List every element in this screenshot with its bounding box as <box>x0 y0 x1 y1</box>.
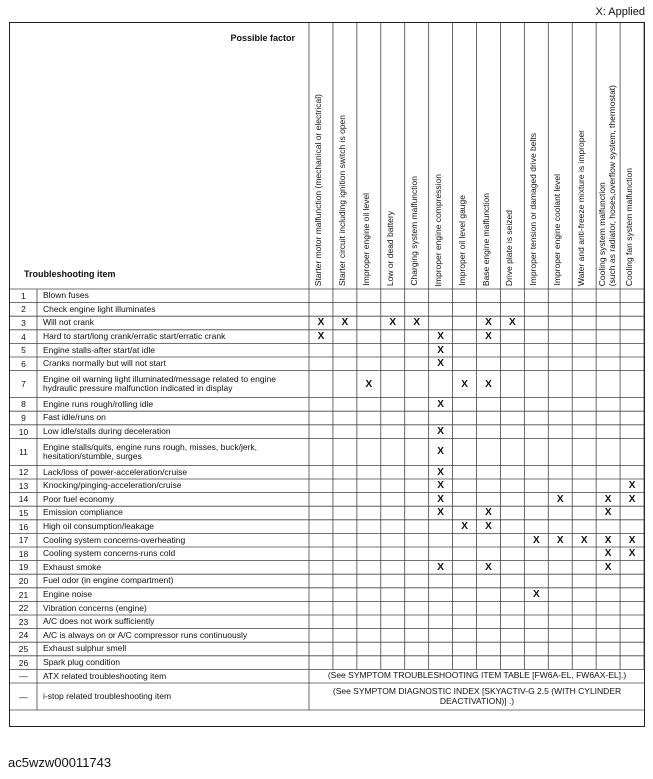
table-row <box>10 656 644 670</box>
troubleshooting-item-text <box>43 574 305 588</box>
troubleshooting-item-text <box>43 601 305 615</box>
applied-mark: X <box>317 317 325 329</box>
item-label: Engine stalls/quits, engine runs rough, misses, buck/jerk, hesitation/stumble, surges <box>43 441 258 461</box>
table-row <box>10 303 644 317</box>
row-number-text: 15 <box>18 507 29 518</box>
factor-label-text: Improper tension or damaged drive belts <box>528 133 539 286</box>
item-label: Cooling system concerns-runs cold <box>43 548 176 559</box>
row-number <box>10 561 37 575</box>
applied-mark: X <box>365 378 373 390</box>
item-label: A/C is always on or A/C compressor runs continuously <box>43 629 248 640</box>
table-row <box>10 398 644 412</box>
item-label: Hard to start/long crank/erratic start/erratic crank <box>43 330 226 341</box>
item-label: Cranks normally but will not start <box>43 358 166 369</box>
row-number-text: 26 <box>18 657 29 668</box>
row-number-text: 6 <box>21 358 26 369</box>
row-number <box>10 547 37 561</box>
table-row <box>10 629 644 643</box>
applied-mark: X <box>485 331 492 343</box>
troubleshooting-item-text <box>43 289 305 303</box>
applied-mark: X <box>485 317 492 329</box>
row-number <box>10 316 37 330</box>
item-label: Exhaust sulphur smell <box>43 643 127 654</box>
row-number-text: 24 <box>18 630 29 641</box>
applied-mark: X <box>556 534 564 546</box>
row-number-text: 22 <box>18 603 29 614</box>
applied-mark: X <box>437 493 444 505</box>
troubleshooting-item-text <box>43 330 305 344</box>
applied-mark: X <box>556 493 564 505</box>
troubleshooting-table <box>9 22 645 727</box>
row-number <box>10 574 37 588</box>
row-number <box>10 330 37 344</box>
table-row <box>10 316 644 330</box>
applied-mark: X <box>437 331 444 343</box>
table-row <box>10 411 644 425</box>
row-number-text: 7 <box>21 379 26 390</box>
table-row <box>10 479 644 493</box>
reference-note-text: (See SYMPTOM DIAGNOSTIC INDEX [SKYACTIV-G 2.5 (WITH CYLINDER DEACTIVATION)] .) <box>332 685 622 706</box>
troubleshooting-item-text <box>43 506 305 520</box>
troubleshooting-item-text <box>43 533 305 547</box>
table-row <box>10 642 644 656</box>
troubleshooting-item-text <box>43 357 305 371</box>
applied-mark: X <box>437 398 444 410</box>
reference-note <box>310 669 644 683</box>
row-number <box>10 520 37 534</box>
item-label: Will not crank <box>43 317 95 328</box>
table-row <box>10 343 644 357</box>
row-number <box>10 533 37 547</box>
row-number-text: 18 <box>18 548 29 559</box>
row-number-text: 2 <box>21 304 26 315</box>
factor-column-label <box>334 29 356 286</box>
factor-column-label <box>525 29 547 286</box>
applied-mark: X <box>389 317 397 329</box>
item-label: Blown fuses <box>43 290 89 301</box>
troubleshooting-item-text <box>43 629 305 643</box>
applied-mark: X <box>485 507 492 519</box>
row-number <box>10 343 37 357</box>
applied-mark: X <box>604 493 612 505</box>
item-label: Cooling system concerns-overheating <box>43 534 186 545</box>
item-label: Engine runs rough/rolling idle <box>43 398 154 409</box>
row-number-text: 13 <box>18 480 29 491</box>
troubleshooting-item-text <box>43 465 305 479</box>
troubleshooting-item-text <box>43 656 305 670</box>
table-row <box>10 574 644 588</box>
applied-mark: X <box>437 426 444 438</box>
table-row <box>10 533 644 547</box>
item-label: Engine noise <box>43 588 93 599</box>
factor-column-label <box>430 29 452 286</box>
factor-column-label <box>382 29 404 286</box>
row-number <box>10 506 37 520</box>
item-label: Fuel odor (in engine compartment) <box>43 575 174 586</box>
item-label: Exhaust smoke <box>43 561 102 572</box>
possible-factor-header: Possible factor <box>230 33 295 43</box>
applied-mark: X <box>509 317 516 329</box>
item-label: Engine stalls-after start/at idle <box>43 344 155 355</box>
row-number <box>10 656 37 670</box>
applied-mark: X <box>437 344 444 356</box>
row-number <box>10 642 37 656</box>
row-number <box>10 411 37 425</box>
applied-mark: X <box>628 480 636 492</box>
applied-mark: X <box>437 480 444 492</box>
factor-label-text: Cooling system malfunction (such as radiator, hoses,overflow system, thermostat) <box>597 84 617 286</box>
table-row <box>10 601 644 615</box>
row-number <box>10 479 37 493</box>
table-row <box>10 561 644 575</box>
row-number <box>10 438 37 465</box>
row-number-text: 5 <box>21 345 26 356</box>
item-label: Emission compliance <box>43 507 123 518</box>
troubleshooting-item-text <box>43 425 305 439</box>
row-number <box>10 601 37 615</box>
item-label: Lack/loss of power-acceleration/cruise <box>43 466 188 477</box>
applied-mark: X <box>532 534 540 546</box>
applied-mark: X <box>437 561 444 573</box>
applied-mark: X <box>461 521 468 533</box>
factor-label-text: Low or dead battery <box>384 210 395 286</box>
item-label: Fast idle/runs on <box>43 412 106 423</box>
row-number <box>10 493 37 507</box>
troubleshooting-item-text <box>43 371 305 398</box>
applied-mark: X <box>437 466 444 478</box>
item-label: Engine oil warning light illuminated/message related to engine hydraulic pressure malfunction indicated in display <box>43 373 276 394</box>
applied-mark: X <box>461 378 468 390</box>
row-number-text: 1 <box>21 290 26 301</box>
troubleshooting-item-text <box>43 520 305 534</box>
factor-column-label <box>597 29 619 286</box>
troubleshooting-item-text <box>43 303 305 317</box>
factor-column-label <box>454 29 476 286</box>
factor-label-text: Charging system malfunction <box>408 176 419 286</box>
table-row <box>10 588 644 602</box>
troubleshooting-item-text <box>43 615 305 629</box>
table-row <box>10 683 644 710</box>
row-number-text: 12 <box>18 467 29 478</box>
factor-column-label <box>358 29 380 286</box>
row-number-text: 23 <box>18 616 29 627</box>
applied-mark: X <box>437 507 444 519</box>
applied-mark: X <box>437 358 444 370</box>
row-number <box>10 357 37 371</box>
row-number-text: 16 <box>18 521 29 532</box>
factor-label-text: Water and anti-freeze mixture is improper <box>576 129 587 286</box>
table-row <box>10 520 644 534</box>
applied-mark: X <box>532 589 540 601</box>
applied-mark: X <box>628 548 636 560</box>
row-number-text: 11 <box>19 446 28 457</box>
item-label: Low idle/stalls during deceleration <box>43 425 171 436</box>
factor-column-label <box>621 29 643 286</box>
reference-note-text: (See SYMPTOM TROUBLESHOOTING ITEM TABLE [FW6A-EL, FW6AX-EL].) <box>327 670 627 681</box>
row-number-text: 8 <box>21 399 26 410</box>
table-row <box>10 506 644 520</box>
row-number-text: — <box>19 671 28 682</box>
troubleshooting-item-text <box>43 642 305 656</box>
troubleshooting-item-text <box>43 343 305 357</box>
table-row <box>10 493 644 507</box>
item-label: Check engine light illuminates <box>43 303 156 314</box>
factor-label-text: Starter circuit including ignition switch is open <box>336 114 347 286</box>
table-row <box>10 371 644 398</box>
troubleshooting-item-text <box>43 493 305 507</box>
factor-label-text: Starter motor malfunction (mechanical or electrical) <box>313 93 323 286</box>
row-number-text: 3 <box>21 317 26 328</box>
row-number <box>10 289 37 303</box>
applied-mark: X <box>580 534 588 546</box>
factor-label-text: Improper engine oil level <box>360 193 371 286</box>
item-label: Poor fuel economy <box>43 493 114 504</box>
factor-label-text: Improper engine coolant level <box>552 174 563 286</box>
row-number <box>10 371 37 398</box>
figure-id-caption: ac5wzw00011743 <box>8 755 112 770</box>
factor-column-label <box>406 29 428 286</box>
row-number <box>10 303 37 317</box>
legend-applied: X: Applied <box>595 6 645 18</box>
troubleshooting-item-text <box>43 316 305 330</box>
troubleshooting-item-text <box>43 398 305 412</box>
applied-mark: X <box>317 331 325 343</box>
table-row <box>10 669 644 683</box>
table-row <box>10 615 644 629</box>
row-number <box>10 683 37 710</box>
factor-label-text: Cooling fan system malfunction <box>624 167 635 286</box>
applied-mark: X <box>628 534 636 546</box>
row-number-text: 14 <box>18 494 29 505</box>
troubleshooting-item-text <box>43 438 305 465</box>
table-row <box>10 289 644 303</box>
applied-mark: X <box>485 561 492 573</box>
row-number <box>10 425 37 439</box>
factor-label-text: Base engine malfunction <box>480 192 491 286</box>
applied-mark: X <box>437 446 444 458</box>
factor-column-label <box>310 29 332 286</box>
troubleshooting-item-text <box>43 683 305 710</box>
item-label: ATX related troubleshooting item <box>43 670 167 681</box>
row-number <box>10 615 37 629</box>
row-number <box>10 669 37 683</box>
applied-mark: X <box>485 521 492 533</box>
row-number-text: 4 <box>21 331 26 342</box>
item-label: A/C does not work sufficiently <box>43 616 155 627</box>
item-label: Knocking/pinging-acceleration/cruise <box>43 480 182 491</box>
troubleshooting-item-text <box>43 411 305 425</box>
row-number-text: 10 <box>18 426 29 437</box>
item-label: Spark plug condition <box>43 656 121 667</box>
factor-column-label <box>549 29 571 286</box>
troubleshooting-item-text <box>43 479 305 493</box>
applied-mark: X <box>604 534 612 546</box>
row-number-text: 19 <box>18 562 29 573</box>
applied-mark: X <box>341 317 349 329</box>
applied-mark: X <box>604 548 612 560</box>
row-number <box>10 465 37 479</box>
row-number <box>10 629 37 643</box>
factor-label-text: Improper oil level gauge <box>456 195 467 286</box>
factor-label-text: Drive plate is seized <box>504 209 515 286</box>
factor-column-label <box>573 29 595 286</box>
applied-mark: X <box>485 378 492 390</box>
applied-mark: X <box>628 493 636 505</box>
row-number-text: 21 <box>18 589 29 600</box>
factor-column-label <box>478 29 500 286</box>
item-label: i-stop related troubleshooting item <box>43 690 172 701</box>
troubleshooting-item-header: Troubleshooting item <box>24 269 116 279</box>
applied-mark: X <box>604 507 612 519</box>
row-number <box>10 588 37 602</box>
item-label: High oil consumption/leakage <box>43 520 155 531</box>
row-number <box>10 398 37 412</box>
factor-label-text: Improper engine compression <box>432 173 443 286</box>
troubleshooting-item-text <box>43 561 305 575</box>
applied-mark: X <box>604 561 612 573</box>
item-label: Vibration concerns (engine) <box>43 602 147 613</box>
table-row <box>10 330 644 344</box>
row-number-text: 20 <box>18 575 29 586</box>
table-row <box>10 425 644 439</box>
row-number-text: 9 <box>21 412 26 423</box>
table-row <box>10 438 644 465</box>
reference-note <box>310 683 644 710</box>
factor-column-label <box>501 29 523 286</box>
troubleshooting-item-text <box>43 547 305 561</box>
table-row <box>10 465 644 479</box>
table-row <box>10 547 644 561</box>
troubleshooting-item-text <box>43 669 305 683</box>
row-number-text: 25 <box>18 643 29 654</box>
applied-mark: X <box>413 317 420 329</box>
row-number-text: 17 <box>18 535 29 546</box>
table-row <box>10 357 644 371</box>
row-number-text: — <box>19 691 28 702</box>
troubleshooting-item-text <box>43 588 305 602</box>
